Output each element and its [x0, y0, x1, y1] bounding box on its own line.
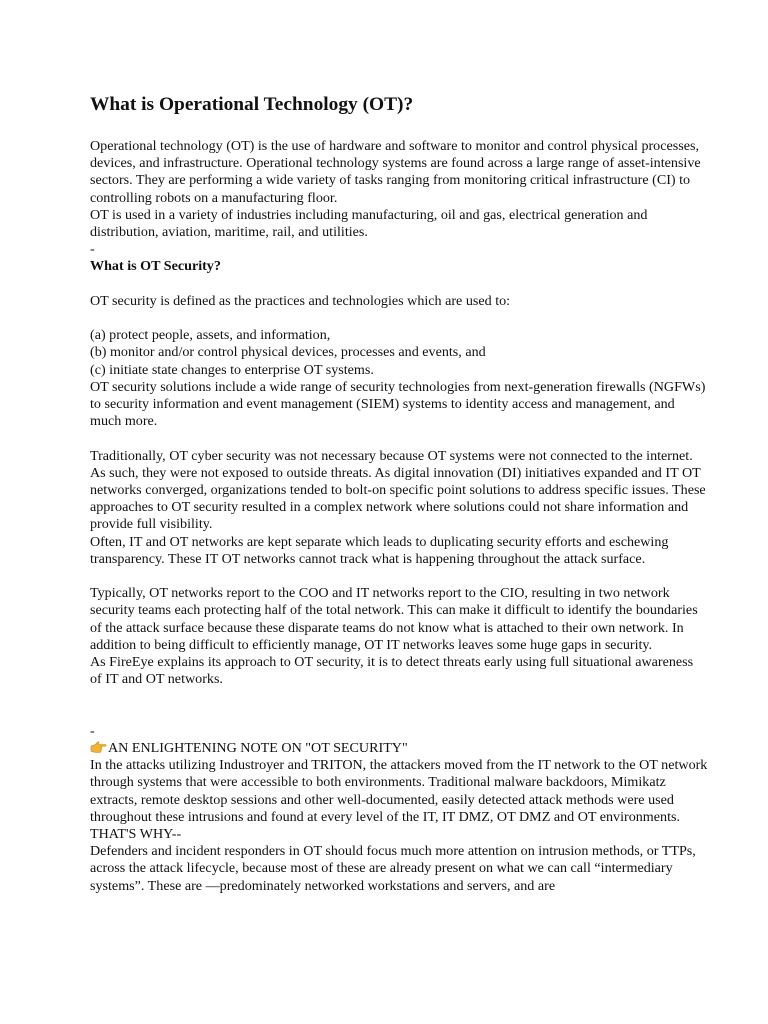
typically-paragraph: Typically, OT networks report to the COO and IT networks report to the CIO, resulting in two network security teams each protecting half of the total network. This can make it difficult to identify the boundaries of the attack surface because these disparate teams do not know what is attached to their own network. In addition to being difficult to efficiently manage, OT IT networks leaves some huge gaps in security.: [90, 585, 702, 653]
spacer: [90, 310, 708, 327]
traditionally-paragraph: Traditionally, OT cyber security was not necessary because OT systems were not connected to the internet. As such, they were not exposed to outside threats. As digital innovation (DI) initiatives expanded and IT OT networks converged, organizations tended to bolt-on specific point solutions to address specific issues. These approaches to OT security resulted in a complex network where solutions could not share information and provide full visibility.: [90, 447, 710, 533]
list-item-b: (b) monitor and/or control physical devices, processes and events, and: [90, 344, 486, 361]
industries-paragraph: OT is used in a variety of industries including manufacturing, oil and gas, electrical generation and distribution, aviation, maritime, rail, and utilities.: [90, 206, 651, 241]
often-paragraph: Often, IT and OT networks are kept separate which leads to duplicating security efforts and eschewing transparency. These IT OT networks cannot track what is happening throughout the attack surface.: [90, 533, 672, 567]
note-heading: AN ENLIGHTENING NOTE ON "OT SECURITY": [108, 740, 408, 757]
solutions-paragraph: OT security solutions include a wide range of security technologies from next-generation firewalls (NGFWs) to security information and event management (SIEM) systems to identity access and management, and much more.: [90, 378, 709, 430]
list-item-a: (a) protect people, assets, and information,: [90, 327, 331, 344]
separator-dash: -: [90, 722, 95, 739]
list-item-c: (c) initiate state changes to enterprise OT systems.: [90, 361, 374, 378]
attacks-paragraph: In the attacks utilizing Industroyer and TRITON, the attackers moved from the IT network to the OT network through systems that were accessible to both environments. Traditional malware backdoors, Mimikatz extracts, remote desktop sessions and other well-documented, easily detected attack methods were used throughout these intrusions and found at every level of the IT, IT DMZ, OT DMZ and OT environments.: [90, 757, 711, 825]
thats-why-line: THAT'S WHY--: [90, 826, 182, 843]
spacer: [90, 706, 708, 723]
intro-paragraph: Operational technology (OT) is the use of hardware and software to monitor and control physical processes, devices, and infrastructure. Operational technology systems are found across a large range of asset-intensive sectors. They are performing a wide variety of tasks ranging from monitoring critical infrastructure (CI) to controlling robots on a manufacturing floor.: [90, 138, 705, 206]
note-heading-line: [90, 740, 708, 757]
defenders-paragraph: Defenders and incident responders in OT should focus much more attention on intrusion methods, or TTPs, across the attack lifecycle, because most of these are already present on what we can call “intermediary systems”. These are —predominately networked workstations and servers, and are: [90, 843, 700, 894]
page-title: What is Operational Technology (OT)?: [90, 94, 414, 115]
spacer: [90, 276, 708, 293]
spacer: [90, 430, 708, 447]
security-definition: OT security is defined as the practices and technologies which are used to:: [90, 292, 511, 309]
spacer: [90, 568, 708, 585]
pointing-hand-icon: [90, 740, 107, 754]
security-heading: What is OT Security?: [90, 258, 221, 275]
separator-dash: -: [90, 241, 95, 258]
fireeye-paragraph: As FireEye explains its approach to OT security, it is to detect threats early using full situational awareness of IT and OT networks.: [90, 654, 697, 688]
spacer: [90, 688, 708, 705]
